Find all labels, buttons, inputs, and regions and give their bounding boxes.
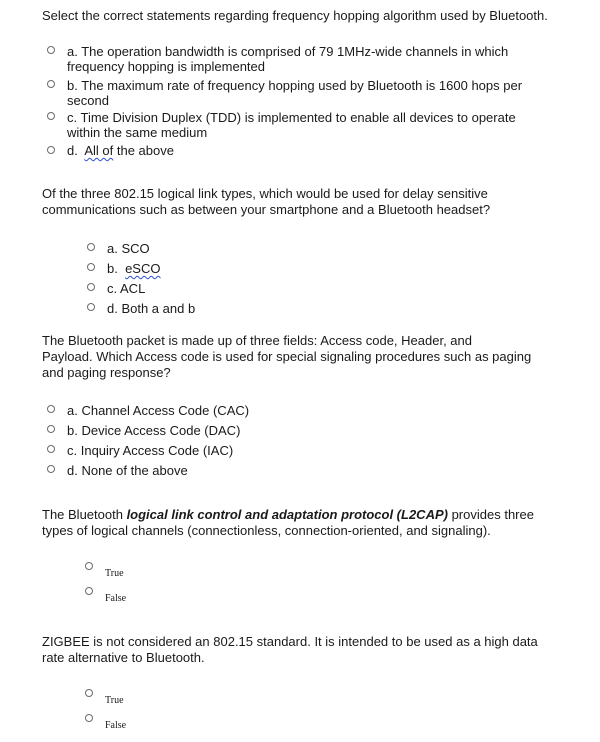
q4-true-radio[interactable] (85, 562, 93, 570)
q4-prompt-pre: The Bluetooth (42, 507, 127, 522)
q4-false-radio[interactable] (85, 587, 93, 595)
q5-true-radio[interactable] (85, 689, 93, 697)
q4-false-label: False (105, 593, 127, 604)
q1-option-a (67, 44, 508, 74)
q5-prompt (42, 634, 572, 666)
q3-option-d: d. None of the above (67, 463, 188, 478)
q3-prompt-line3: and paging response? (42, 365, 171, 380)
q1-option-d-rest: the above (113, 143, 174, 158)
q3-prompt (42, 333, 572, 381)
q1-option-d (67, 143, 174, 158)
q2-option-b-prefix: b. (107, 261, 126, 276)
q3-prompt-line2: Payload. Which Access code is used for special signaling procedures such as paging (42, 349, 532, 364)
q1-option-d-radio[interactable] (47, 146, 55, 154)
q1-option-b-radio[interactable] (47, 80, 55, 88)
q1-option-c (67, 110, 516, 140)
q2-option-d: d. Both a and b (107, 301, 196, 316)
q5-prompt-line1: ZIGBEE is not considered an 802.15 standard. It is intended to be used as a high data (42, 634, 538, 649)
q2-option-c-radio[interactable] (87, 283, 95, 291)
q1-option-b-line2: second (67, 93, 109, 108)
q3-option-a: a. Channel Access Code (CAC) (67, 403, 250, 418)
q2-option-b-spellcheck-word: eSCO (125, 261, 161, 276)
q1-option-c-radio[interactable] (47, 112, 55, 120)
q2-prompt-line2: communications such as between your smartphone and a Bluetooth headset? (42, 202, 491, 217)
q2-option-b-radio[interactable] (87, 263, 95, 271)
q5-false-radio[interactable] (85, 714, 93, 722)
q2-option-a: a. SCO (107, 241, 150, 256)
q5-prompt-line2: rate alternative to Bluetooth. (42, 650, 205, 665)
q5-false-label: False (105, 720, 127, 731)
q5-true-label: True (105, 695, 124, 706)
q4-prompt-emphasis: logical link control and adaptation protocol (L2CAP) (126, 507, 448, 522)
q2-option-c: c. ACL (107, 281, 146, 296)
q1-option-b-line1: b. The maximum rate of frequency hopping used by Bluetooth is 1600 hops per (67, 78, 523, 93)
q1-option-a-line1: a. The operation bandwidth is comprised of 79 1MHz-wide channels in which (67, 44, 509, 59)
q3-option-c-radio[interactable] (47, 445, 55, 453)
q3-option-d-radio[interactable] (47, 465, 55, 473)
q1-option-d-spellcheck-word: All of (84, 143, 114, 158)
q3-option-b-radio[interactable] (47, 425, 55, 433)
q4-prompt (42, 507, 572, 539)
q3-option-b: b. Device Access Code (DAC) (67, 423, 241, 438)
q1-option-d-prefix: d. (67, 143, 85, 158)
q1-option-a-line2: frequency hopping is implemented (67, 59, 266, 74)
q2-option-b (107, 261, 160, 276)
q3-option-a-radio[interactable] (47, 405, 55, 413)
q4-prompt-line1 (42, 507, 572, 523)
q2-option-d-radio[interactable] (87, 303, 95, 311)
q4-prompt-line2: types of logical channels (connectionless, connection-oriented, and signaling). (42, 523, 491, 538)
q4-prompt-post: provides three (447, 507, 534, 522)
q3-prompt-line1: The Bluetooth packet is made up of three fields: Access code, Header, and (42, 333, 472, 348)
q2-prompt-line1: Of the three 802.15 logical link types, which would be used for delay sensitive (42, 186, 488, 201)
q1-option-c-line1: c. Time Division Duplex (TDD) is implemented to enable all devices to operate (67, 110, 516, 125)
q1-option-b (67, 78, 522, 108)
q1-option-c-line2: within the same medium (67, 125, 208, 140)
q1-option-a-radio[interactable] (47, 46, 55, 54)
q4-true-label: True (105, 568, 124, 579)
q2-prompt (42, 186, 572, 218)
q1-prompt: Select the correct statements regarding frequency hopping algorithm used by Bluetooth. (42, 8, 548, 23)
q3-option-c: c. Inquiry Access Code (IAC) (67, 443, 234, 458)
q2-option-a-radio[interactable] (87, 243, 95, 251)
